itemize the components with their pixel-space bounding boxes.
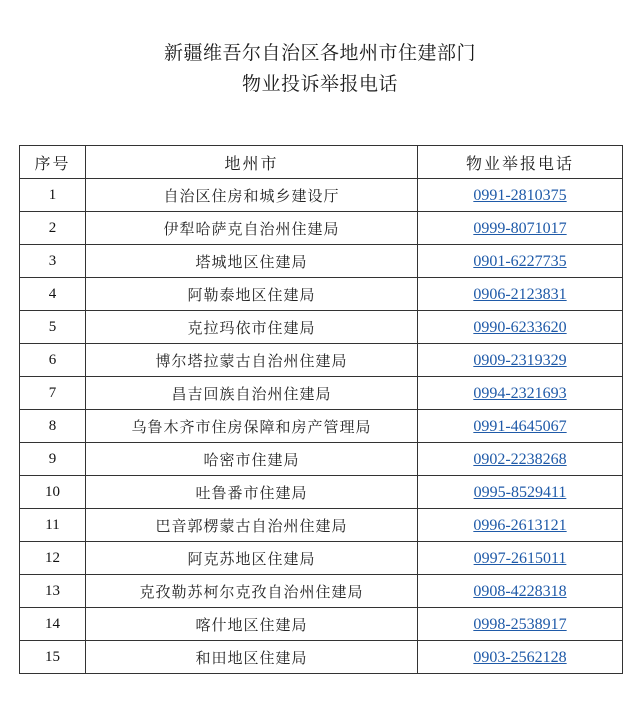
table-row (20, 212, 623, 245)
row-phone-cell (418, 476, 623, 509)
phone-link[interactable]: 0994-2321693 (473, 384, 567, 402)
table-header-row (20, 146, 623, 179)
row-city: 乌鲁木齐市住房保障和房产管理局 (86, 410, 418, 443)
table-row (20, 344, 623, 377)
table-row (20, 509, 623, 542)
table-row (20, 245, 623, 278)
row-seq: 3 (20, 245, 86, 278)
title-line-2: 物业投诉举报电话 (241, 73, 398, 95)
phone-link[interactable]: 0902-2238268 (473, 450, 567, 468)
row-phone-cell (418, 509, 623, 542)
row-phone-cell (418, 542, 623, 575)
row-phone-cell (418, 212, 623, 245)
row-phone-cell (418, 410, 623, 443)
row-phone-cell (418, 344, 623, 377)
row-city: 阿克苏地区住建局 (86, 542, 418, 575)
row-seq: 14 (20, 608, 86, 641)
row-seq: 2 (20, 212, 86, 245)
row-seq: 12 (20, 542, 86, 575)
complaint-phone-table (19, 145, 623, 674)
row-phone-cell (418, 443, 623, 476)
phone-link[interactable]: 0906-2123831 (473, 285, 567, 303)
table-row (20, 608, 623, 641)
phone-link[interactable]: 0998-2538917 (473, 615, 567, 633)
table-row (20, 410, 623, 443)
header-phone: 物业举报电话 (418, 146, 623, 179)
table-row (20, 311, 623, 344)
table-row (20, 179, 623, 212)
row-seq: 11 (20, 509, 86, 542)
row-phone-cell (418, 641, 623, 674)
row-seq: 10 (20, 476, 86, 509)
row-phone-cell (418, 179, 623, 212)
table-row (20, 377, 623, 410)
row-phone-cell (418, 278, 623, 311)
phone-link[interactable]: 0999-8071017 (473, 219, 567, 237)
row-phone-cell (418, 377, 623, 410)
row-phone-cell (418, 575, 623, 608)
phone-link[interactable]: 0995-8529411 (473, 483, 567, 501)
row-city: 吐鲁番市住建局 (86, 476, 418, 509)
document-title (0, 38, 640, 100)
row-seq: 15 (20, 641, 86, 674)
row-city: 克孜勒苏柯尔克孜自治州住建局 (86, 575, 418, 608)
row-city: 伊犁哈萨克自治州住建局 (86, 212, 418, 245)
row-phone-cell (418, 311, 623, 344)
row-seq: 6 (20, 344, 86, 377)
phone-link[interactable]: 0908-4228318 (473, 582, 567, 600)
row-seq: 13 (20, 575, 86, 608)
row-seq: 7 (20, 377, 86, 410)
phone-link[interactable]: 0996-2613121 (473, 516, 567, 534)
header-city: 地州市 (86, 146, 418, 179)
phone-link[interactable]: 0991-2810375 (473, 186, 567, 204)
row-city: 和田地区住建局 (86, 641, 418, 674)
phone-link[interactable]: 0990-6233620 (473, 318, 567, 336)
table-row (20, 278, 623, 311)
phone-link[interactable]: 0991-4645067 (473, 417, 567, 435)
row-city: 自治区住房和城乡建设厅 (86, 179, 418, 212)
row-city: 阿勒泰地区住建局 (86, 278, 418, 311)
title-line-1: 新疆维吾尔自治区各地州市住建部门 (163, 42, 476, 64)
table-row (20, 443, 623, 476)
row-city: 塔城地区住建局 (86, 245, 418, 278)
row-seq: 4 (20, 278, 86, 311)
row-phone-cell (418, 608, 623, 641)
row-phone-cell (418, 245, 623, 278)
phone-link[interactable]: 0909-2319329 (473, 351, 567, 369)
row-city: 克拉玛依市住建局 (86, 311, 418, 344)
table-row (20, 542, 623, 575)
row-seq: 8 (20, 410, 86, 443)
phone-link[interactable]: 0997-2615011 (473, 549, 567, 567)
phone-link[interactable]: 0901-6227735 (473, 252, 567, 270)
header-seq: 序号 (20, 146, 86, 179)
row-city: 昌吉回族自治州住建局 (86, 377, 418, 410)
table-body (20, 179, 623, 674)
row-city: 哈密市住建局 (86, 443, 418, 476)
table-row (20, 575, 623, 608)
row-city: 巴音郭楞蒙古自治州住建局 (86, 509, 418, 542)
table-row (20, 641, 623, 674)
row-city: 喀什地区住建局 (86, 608, 418, 641)
row-seq: 1 (20, 179, 86, 212)
row-seq: 9 (20, 443, 86, 476)
phone-link[interactable]: 0903-2562128 (473, 648, 567, 666)
row-city: 博尔塔拉蒙古自治州住建局 (86, 344, 418, 377)
table-row (20, 476, 623, 509)
row-seq: 5 (20, 311, 86, 344)
